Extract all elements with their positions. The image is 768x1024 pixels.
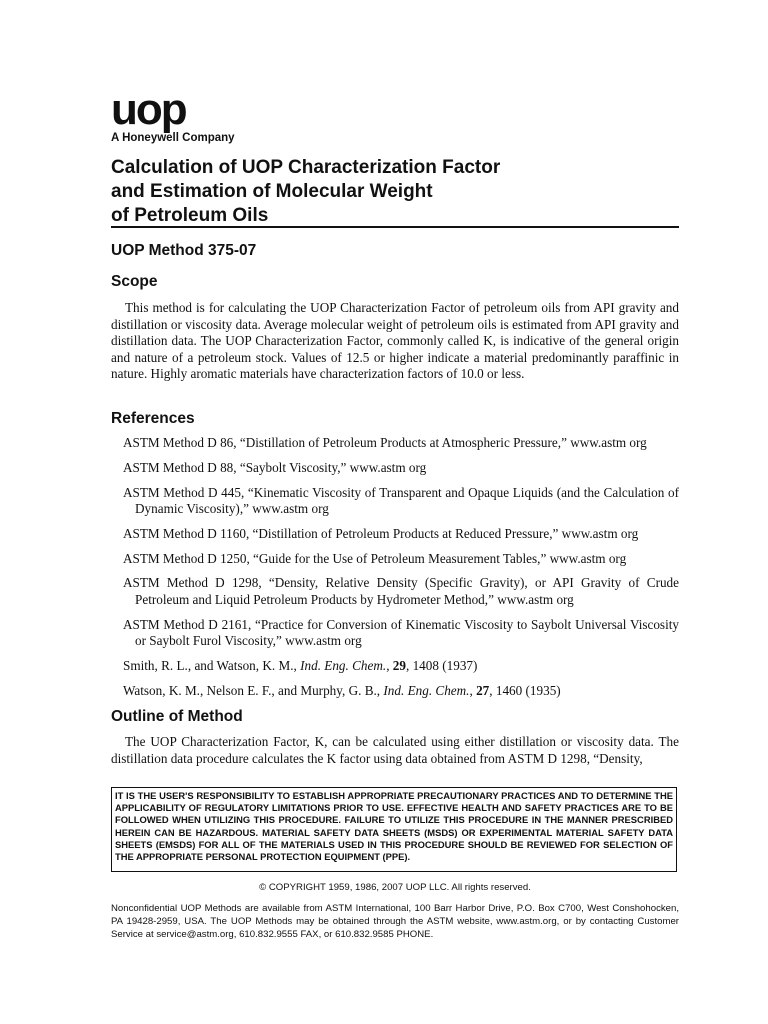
reference-item: ASTM Method D 1298, “Density, Relative Density (Specific Gravity), or API Gravity of Crude Petroleum and Liquid Petroleum Products by Hydrometer Method,” www.astm org xyxy=(123,575,679,607)
journal-volume: 29 xyxy=(392,657,406,673)
logo-subtitle: A Honeywell Company xyxy=(111,132,235,144)
reference-item: ASTM Method D 1160, “Distillation of Petroleum Products at Reduced Pressure,” www.astm org xyxy=(123,525,639,541)
reference-item: Smith, R. L., and Watson, K. M., Ind. Eng. Chem., 29, 1408 (1937) xyxy=(123,657,478,673)
method-number: UOP Method 375-07 xyxy=(111,242,257,259)
journal-name: Ind. Eng. Chem. xyxy=(383,682,470,698)
safety-warning-box: IT IS THE USER'S RESPONSIBILITY TO ESTABLISH APPROPRIATE PRECAUTIONARY PRACTICES AND TO DETERMINE THE APPLICABILITY OF REGULATORY LIMITATIONS PRIOR TO USE. EFFECTIVE HEALTH AND SAFETY PRACTICES ARE TO BE FOLLOWED WHEN UTILIZING THIS PROCEDURE. FAILURE TO UTILIZE THIS PROCEDURE IN THE MANNER PRESCRIBED HEREIN CAN BE HAZARDOUS. MATERIAL SAFETY DATA SHEETS (MSDS) OR EXPERIMENTAL MATERIAL SAFETY DATA SHEETS (EMSDS) FOR ALL OF THE MATERIALS USED IN THIS PROCEDURE SHOULD BE REVIEWED FOR SELECTION OF THE APPROPRIATE PERSONAL PROTECTION EQUIPMENT (PPE). xyxy=(111,787,677,872)
uop-logo xyxy=(111,85,235,144)
outline-heading: Outline of Method xyxy=(111,708,243,725)
title-line: Calculation of UOP Characterization Factor xyxy=(111,157,501,178)
reference-item: ASTM Method D 2161, “Practice for Conversion of Kinematic Viscosity to Saybolt Universal Viscosity or Saybolt Furol Viscosity,” www.astm org xyxy=(123,616,679,648)
footer-availability-note: Nonconfidential UOP Methods are available from ASTM International, 100 Barr Harbor Drive, P.O. Box C700, West Conshohocken, PA 19428-2959, USA. The UOP Methods may be obtained through the ASTM website, www.astm.org, or by contacting Customer Service at service@astm.org, 610.832.9555 FAX, or 610.832.9585 PHONE. xyxy=(111,903,679,940)
title-divider xyxy=(111,226,679,228)
reference-item: ASTM Method D 445, “Kinematic Viscosity of Transparent and Opaque Liquids (and the Calculation of Dynamic Viscosity),” www.astm org xyxy=(123,484,679,516)
journal-name: Ind. Eng. Chem. xyxy=(300,657,387,673)
outline-paragraph xyxy=(111,734,679,767)
scope-heading: Scope xyxy=(111,273,158,290)
reference-item: Watson, K. M., Nelson E. F., and Murphy, G. B., Ind. Eng. Chem., 27, 1460 (1935) xyxy=(123,682,561,698)
reference-item: ASTM Method D 1250, “Guide for the Use of Petroleum Measurement Tables,” www.astm org xyxy=(123,550,627,566)
reference-item: ASTM Method D 86, “Distillation of Petroleum Products at Atmospheric Pressure,” www.astm org xyxy=(123,435,647,450)
reference-item: ASTM Method D 88, “Saybolt Viscosity,” www.astm org xyxy=(123,459,427,475)
references-list xyxy=(123,435,679,707)
copyright-notice: © COPYRIGHT 1959, 1986, 2007 UOP LLC. All rights reserved. xyxy=(259,882,531,893)
journal-volume: 27 xyxy=(476,682,490,698)
outline-text: The UOP Characterization Factor, K, can be calculated using either distillation or viscosity data. The distillation data procedure calculates the K factor using data obtained from ASTM D 1298, “Density, xyxy=(111,734,679,766)
references-heading: References xyxy=(111,410,195,427)
title-line: of Petroleum Oils xyxy=(111,205,269,226)
document-title xyxy=(111,156,679,228)
scope-paragraph xyxy=(111,300,679,383)
scope-text: This method is for calculating the UOP Characterization Factor of petroleum oils from API gravity and distillation or viscosity data. Average molecular weight of petroleum oils is estimated from API gravity and distillation data. The UOP Characterization Factor, commonly called K, is indicative of the general origin and nature of a petroleum stock. Values of 12.5 or higher indicate a material predominantly paraffinic in nature. Highly aromatic materials have characterization factors of 10.0 or less. xyxy=(111,300,679,382)
uop-logo-mark: uop xyxy=(111,85,186,134)
title-line: and Estimation of Molecular Weight xyxy=(111,181,433,202)
